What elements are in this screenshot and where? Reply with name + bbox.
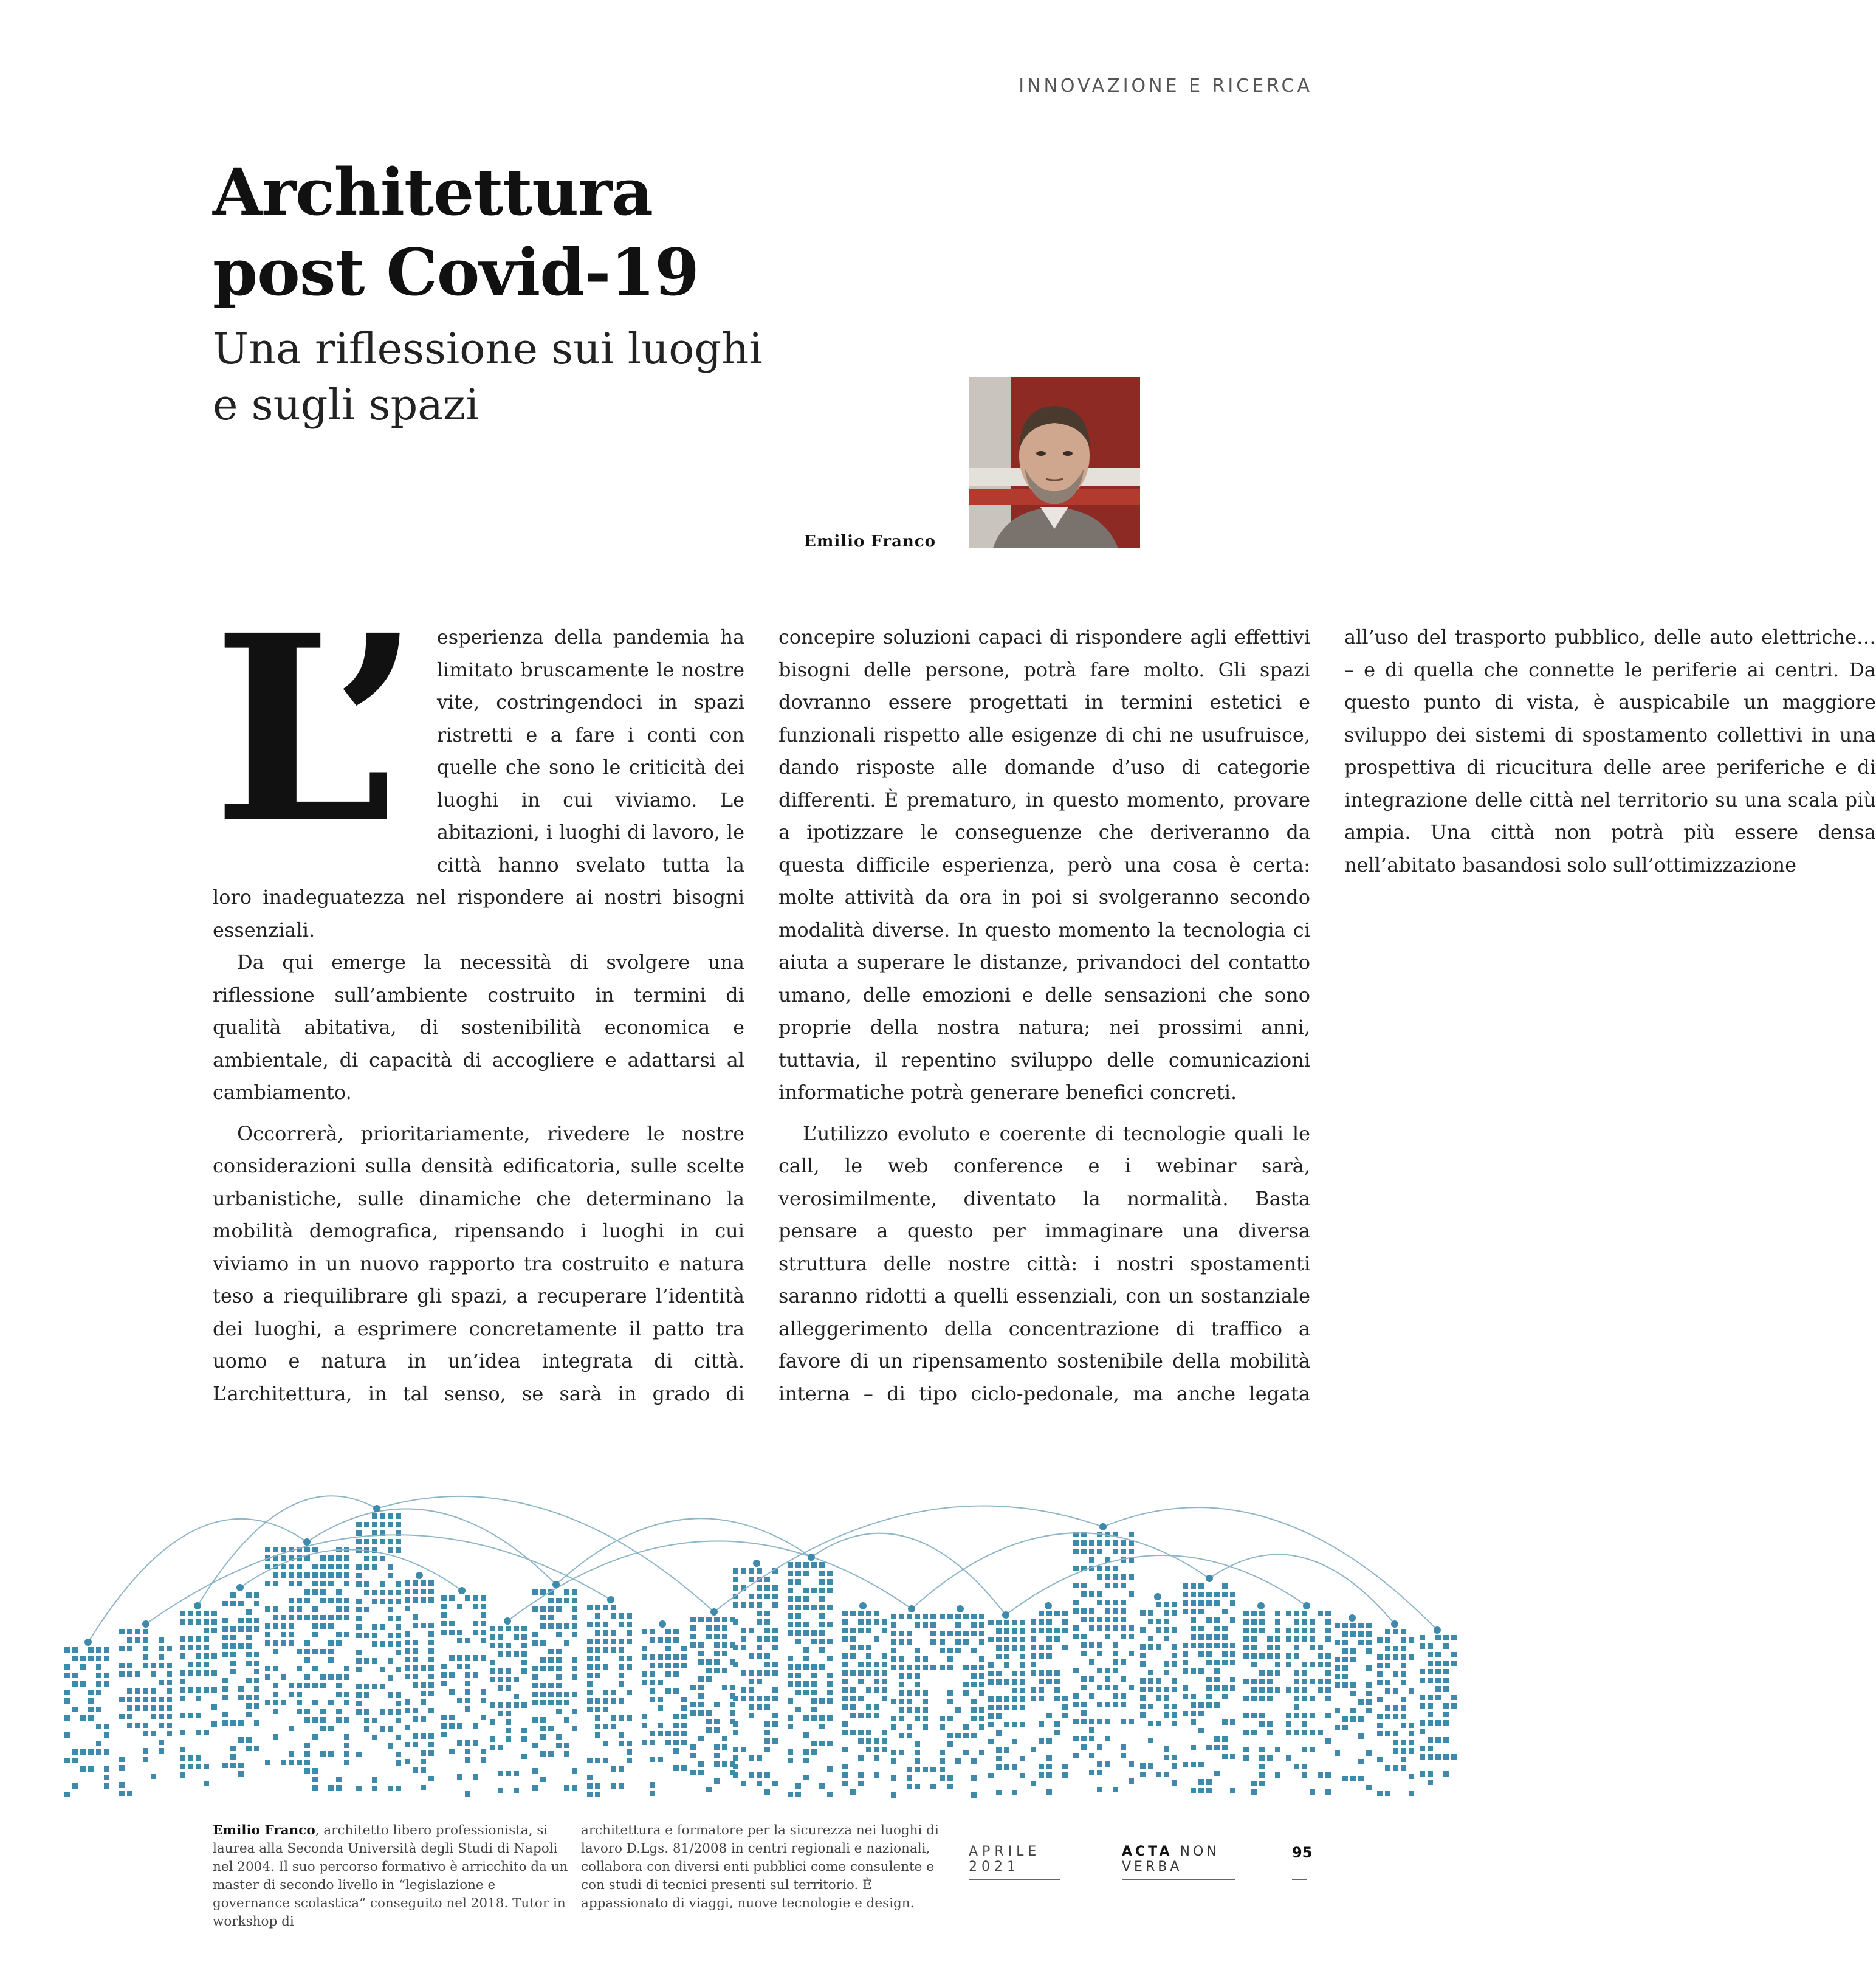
skyline-building bbox=[1420, 1635, 1457, 1785]
skyline-building bbox=[1243, 1611, 1280, 1795]
network-node bbox=[1434, 1626, 1441, 1634]
article-body bbox=[213, 580, 1876, 1436]
bio-name: Emilio Franco bbox=[213, 1823, 315, 1838]
article-subtitle bbox=[213, 321, 881, 433]
network-node bbox=[236, 1584, 244, 1591]
network-arc bbox=[198, 1496, 377, 1606]
author-bio-column-1 bbox=[213, 1822, 571, 1931]
subtitle-line-2: e sugli spazi bbox=[213, 380, 479, 430]
paragraph-3: Occorrerà, prioritariamente, rivedere le nostre considerazioni sulla densità edificatoria, sulle scelte urbanistiche, sulle dinamiche che determinano la mobilità demografica, ripensando i luoghi in cui viviamo in un nuovo rapporto tra costruito e natura teso a riequilibrare gli spazi, a recuperare l’identità dei luoghi, a esprimere concretamente il patto tra uomo e natura in un’idea integrata di città. L’architettura, in tal senso, se sarà in grado di concepire soluzioni capaci di rispondere agli effettivi bisogni delle persone, potrà fare molto. Gli spazi dovranno essere progettati in termini estetici e funzionali rispetto alle esigenze di chi ne usufruisce, dando risposte alle domande d’uso di categorie differenti. È prematuro, in questo momento, provare a ipotizzare le conseguenze che deriveranno da questa difficile esperienza, però una cosa è certa: molte attività da ora in poi si svolgeranno secondo modalità diverse. In questo momento la tecnologia ci aiuta a superare le distanze, privandoci del contatto umano, delle emozioni e delle sensazioni che sono proprie della nostra natura; nei prossimi anni, tuttavia, il repentino sviluppo delle comunicazioni informatiche potrà generare benefici concreti. bbox=[213, 625, 1310, 1405]
network-node bbox=[416, 1572, 423, 1579]
title-line-1: Architettura bbox=[213, 154, 653, 230]
section-label: INNOVAZIONE E RICERCA bbox=[1019, 75, 1313, 97]
page-number: 95 bbox=[1292, 1844, 1313, 1861]
skyline-building bbox=[1377, 1629, 1414, 1796]
network-node bbox=[84, 1639, 92, 1646]
magazine-name bbox=[1122, 1844, 1243, 1874]
skyline-building bbox=[1031, 1611, 1068, 1795]
skyline-building bbox=[940, 1614, 984, 1798]
magazine-name-bold: ACTA bbox=[1122, 1844, 1173, 1859]
skyline-building bbox=[1335, 1623, 1372, 1790]
skyline-building bbox=[788, 1562, 833, 1797]
network-node bbox=[504, 1617, 511, 1625]
drop-cap: L’ bbox=[213, 580, 420, 879]
title-line-2: post Covid-19 bbox=[213, 234, 699, 310]
skyline-building bbox=[1140, 1602, 1177, 1786]
network-node bbox=[303, 1538, 311, 1546]
network-node bbox=[1099, 1523, 1107, 1530]
skyline-building bbox=[490, 1626, 527, 1793]
bio-text-1: , architetto libero professionista, si laurea alla Seconda Università degli Studi di Napoli nel 2004. Il suo percorso formativo è arricchito da un master di secondo livello in “legislazione e governance scolastica” conseguito nel 2018. Tutor in workshop di bbox=[213, 1823, 568, 1929]
skyline-building bbox=[842, 1611, 887, 1795]
magazine-name-rest: NON VERBA bbox=[1122, 1844, 1220, 1874]
network-node bbox=[753, 1560, 760, 1567]
network-node bbox=[1045, 1602, 1052, 1609]
network-node bbox=[1391, 1620, 1398, 1628]
network-node bbox=[142, 1620, 149, 1628]
footer-rule-date bbox=[969, 1879, 1060, 1880]
skyline-building bbox=[891, 1614, 936, 1798]
network-node bbox=[659, 1620, 666, 1628]
paragraph-1: esperienza della pandemia ha limitato bruscamente le nostre vite, costringendoci in spazi ristretti e a fare i conti con quelle che sono le criticità dei luoghi in cui viviamo. Le abitazioni, i luoghi di lavoro, le città hanno svelato tutta la loro inadeguatezza nel rispondere ai nostri bisogni essenziali. bbox=[213, 625, 744, 941]
network-node bbox=[957, 1605, 964, 1612]
skyline-building bbox=[1183, 1583, 1235, 1793]
skyline-building bbox=[222, 1592, 259, 1777]
network-skyline-illustration bbox=[61, 1447, 1459, 1793]
author-portrait bbox=[969, 377, 1140, 548]
skyline-building bbox=[356, 1513, 401, 1791]
skyline-building bbox=[532, 1589, 577, 1791]
subtitle-line-1: Una riflessione sui luoghi bbox=[213, 324, 763, 374]
network-arc bbox=[912, 1533, 1209, 1609]
network-node bbox=[1002, 1611, 1009, 1619]
network-node bbox=[859, 1602, 867, 1609]
network-node bbox=[552, 1581, 560, 1588]
article-title bbox=[213, 152, 942, 312]
network-node bbox=[1154, 1593, 1161, 1600]
network-node bbox=[194, 1602, 201, 1609]
skyline-building bbox=[180, 1611, 217, 1786]
network-node bbox=[373, 1505, 380, 1512]
network-node bbox=[607, 1596, 614, 1603]
network-node bbox=[1349, 1614, 1356, 1622]
skyline-building bbox=[1286, 1611, 1331, 1795]
network-node bbox=[1257, 1602, 1265, 1609]
skyline-building bbox=[690, 1617, 735, 1792]
paragraph-2: Da qui emerge la necessità di svolgere una riflessione sull’ambiente costruito in termini di qualità abitativa, di sostenibilità economica e ambientale, di capacità di accogliere e adattarsi al cambiamento. bbox=[213, 951, 744, 1104]
skyline-building bbox=[441, 1595, 486, 1797]
network-node bbox=[1303, 1602, 1310, 1609]
skyline-building bbox=[733, 1568, 778, 1795]
network-node bbox=[908, 1605, 915, 1612]
skyline-building bbox=[405, 1580, 434, 1790]
author-name: Emilio Franco bbox=[804, 532, 936, 551]
skyline-building bbox=[988, 1620, 1025, 1795]
bio-text-2: architettura e formatore per la sicurezza nei luoghi di lavoro D.Lgs. 81/2008 in centri regionali e nazionali, collabora con diversi enti pubblici come consulente e con studi di tecnici presenti sul territorio. È appassionato di viaggi, nuove tecnologie e design. bbox=[581, 1823, 939, 1911]
skyline-building bbox=[265, 1547, 349, 1791]
issue-date: APRILE 2021 bbox=[969, 1844, 1041, 1874]
footer-rule-magazine bbox=[1122, 1879, 1235, 1880]
network-node bbox=[808, 1554, 815, 1561]
network-arc bbox=[811, 1533, 1006, 1615]
skyline-building bbox=[587, 1605, 632, 1797]
skyline-building bbox=[64, 1647, 109, 1797]
skyline-building bbox=[642, 1629, 687, 1796]
network-node bbox=[710, 1608, 718, 1616]
network-node bbox=[458, 1587, 466, 1594]
skyline-building bbox=[119, 1629, 172, 1796]
author-bio-column-2 bbox=[581, 1822, 940, 1913]
network-node bbox=[1206, 1575, 1213, 1582]
network-arc bbox=[507, 1541, 912, 1621]
paragraph-4: L’utilizzo evoluto e coerente di tecnologie quali le call, le web conference e i webinar sarà, verosimilmente, diventato la normalità. Basta pensare a questo per immaginare una diversa struttura delle nostre città: i nostri spostamenti saranno ridotti a quelli essenziali, con un sostanziale alleggerimento della concentrazione di traffico a favore di un ripensamento sostenibile della mobilità interna – di tipo ciclo-pedonale, ma anche legata all’uso del trasporto pubblico, delle auto elettriche… – e di quella che connette le periferie ai centri. Da questo punto di vista, è auspicabile un maggiore sviluppo dei sistemi di spostamento collettivi in una prospettiva di ricucitura delle aree periferiche e di integrazione delle città nel territorio su una scala più ampia. Una città non potrà più essere densa nell’abitato basandosi solo sull’ottimizzazione bbox=[778, 625, 1876, 1405]
footer-rule-page bbox=[1292, 1879, 1307, 1880]
